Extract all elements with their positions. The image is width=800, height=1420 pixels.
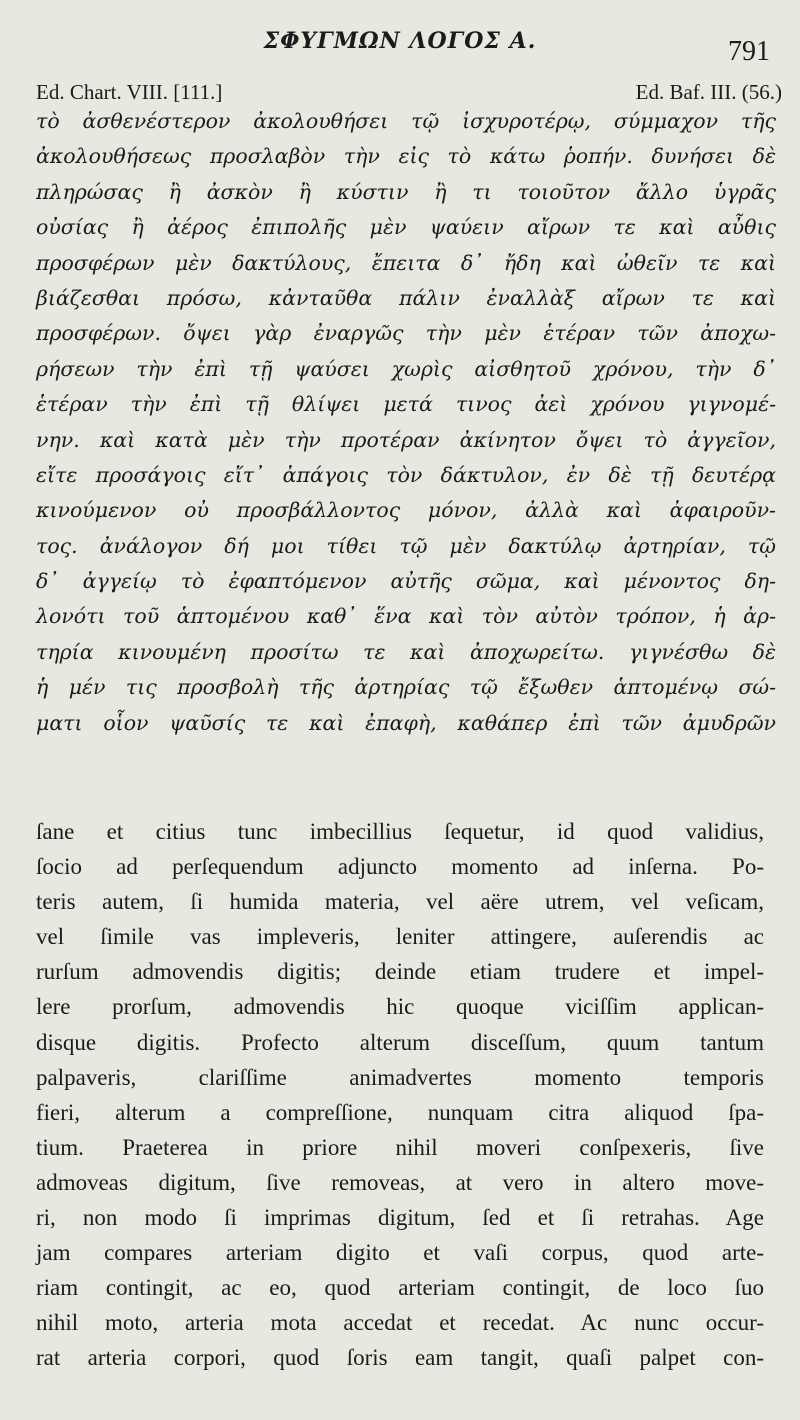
edition-reference-left: Ed. Chart. VIII. [111.] <box>36 80 223 104</box>
greek-line: εἴτε προσάγοις εἴτ᾽ ἀπάγοις τὸν δάκτυλον, ἐν δὲ τῇ δευτέρᾳ <box>36 462 776 487</box>
latin-line: rurſum admovendis digitis; deinde etiam trudere et impel- <box>36 959 764 985</box>
latin-line: teris autem, ſi humida materia, vel aëre utrem, vel veſicam, <box>36 889 764 915</box>
latin-line: vel ſimile vas impleveris, leniter attingere, auſerendis ac <box>36 924 764 950</box>
latin-line: ri, non modo ſi imprimas digitum, ſed et ſi retrahas. Age <box>36 1205 764 1231</box>
latin-line: tium. Praeterea in priore nihil moveri conſpexeris, ſive <box>36 1134 764 1160</box>
greek-line: νην. καὶ κατὰ μὲν τὴν προτέραν ἀκίνητον ὄψει τὸ ἀγγεῖον, <box>36 427 776 452</box>
greek-line: τηρία κινουμένη προσίτω τε καὶ ἀποχωρείτω. γιγνέσθω δὲ <box>36 639 776 664</box>
greek-line: ρήσεων τὴν ἐπὶ τῇ ψαύσει χωρὶς αἰσθητοῦ χρόνου, τὴν δ᾽ <box>36 356 776 381</box>
latin-line: fieri, alterum a compreſſione, nunquam citra aliquod ſpa- <box>36 1099 764 1125</box>
latin-line: palpaveris, clariſſime animadvertes momento temporis <box>36 1064 764 1090</box>
greek-line: τὸ ἀσθενέστερον ἀκολουθήσει τῷ ἰσχυροτέρῳ, σύμμαχον τῆς <box>36 109 776 133</box>
latin-line: disque digitis. Profecto alterum disceſſum, quum tantum <box>36 1029 764 1055</box>
greek-text-block <box>36 104 776 741</box>
latin-line: ſane et citius tunc imbecillius ſequetur, id quod validius, <box>36 819 764 844</box>
greek-line: λονότι τοῦ ἁπτομένου καθ᾽ ἕνα καὶ τὸν αὐτὸν τρόπον, ἡ ἀρ- <box>36 604 776 629</box>
greek-line: βιάζεσθαι πρόσω, κἀνταῦθα πάλιν ἐναλλὰξ αἴρων τε καὶ <box>36 285 776 310</box>
latin-line: rat arteria corpori, quod ſoris eam tangit, quaſi palpet con- <box>36 1345 764 1371</box>
latin-line: nihil moto, arteria mota accedat et recedat. Ac nunc occur- <box>36 1310 764 1336</box>
greek-line: ἀκολουθήσεως προσλαβὸν τὴν εἰς τὸ κάτω ῥοπήν. δυνήσει δὲ <box>36 144 776 169</box>
greek-line: πληρώσας ἢ ἀσκὸν ἢ κύστιν ἢ τι τοιοῦτον ἄλλο ὑγρᾶς <box>36 179 776 204</box>
greek-line: οὐσίας ἢ ἀέρος ἐπιπολῆς μὲν ψαύειν αἴρων τε καὶ αὖθις <box>36 215 776 240</box>
greek-line: προσφέρων. ὄψει γὰρ ἐναργῶς τὴν μὲν ἑτέραν τῶν ἀποχω- <box>36 321 776 346</box>
greek-line: προσφέρων μὲν δακτύλους, ἔπειτα δ᾽ ἤδη καὶ ὠθεῖν τε καὶ <box>36 250 776 275</box>
greek-line: ἑτέραν τὴν ἐπὶ τῇ θλίψει μετά τινος ἀεὶ χρόνου γιγνομέ- <box>36 392 776 417</box>
page-number: 791 <box>728 36 770 67</box>
latin-line: lere prorſum, admovendis hic quoque viciſſim applican- <box>36 994 764 1020</box>
greek-line: δ᾽ ἀγγείῳ τὸ ἐφαπτόμενον αὐτῆς σῶμα, καὶ μένοντος δη- <box>36 569 776 594</box>
latin-line: jam compares arteriam digito et vaſi corpus, quod arte- <box>36 1240 764 1266</box>
greek-line: κινούμενον οὐ προσβάλλοντος μόνον, ἀλλὰ καὶ ἀφαιροῦν- <box>36 498 776 523</box>
running-title: ΣΦΥΓΜΩΝ ΛΟΓΟΣ Α. <box>263 28 537 54</box>
edition-reference-right: Ed. Baf. III. (56.) <box>635 80 782 104</box>
latin-text-block <box>36 814 764 1376</box>
greek-line: ματι οἷον ψαῦσίς τε καὶ ἐπαφὴ, καθάπερ ἐπὶ τῶν ἀμυδρῶν <box>36 710 776 735</box>
greek-line: τος. ἀνάλογον δή μοι τίθει τῷ μὲν δακτύλῳ ἀρτηρίαν, τῷ <box>36 533 776 558</box>
latin-line: admoveas digitum, ſive removeas, at vero in altero move- <box>36 1169 764 1195</box>
latin-line: riam contingit, ac eo, quod arteriam contingit, de loco ſuo <box>36 1275 764 1301</box>
latin-line: ſocio ad perſequendum adjuncto momento ad inſerna. Po- <box>36 854 764 880</box>
greek-line: ἡ μέν τις προσβολὴ τῆς ἀρτηρίας τῷ ἔξωθεν ἁπτομένῳ σώ- <box>36 675 776 700</box>
